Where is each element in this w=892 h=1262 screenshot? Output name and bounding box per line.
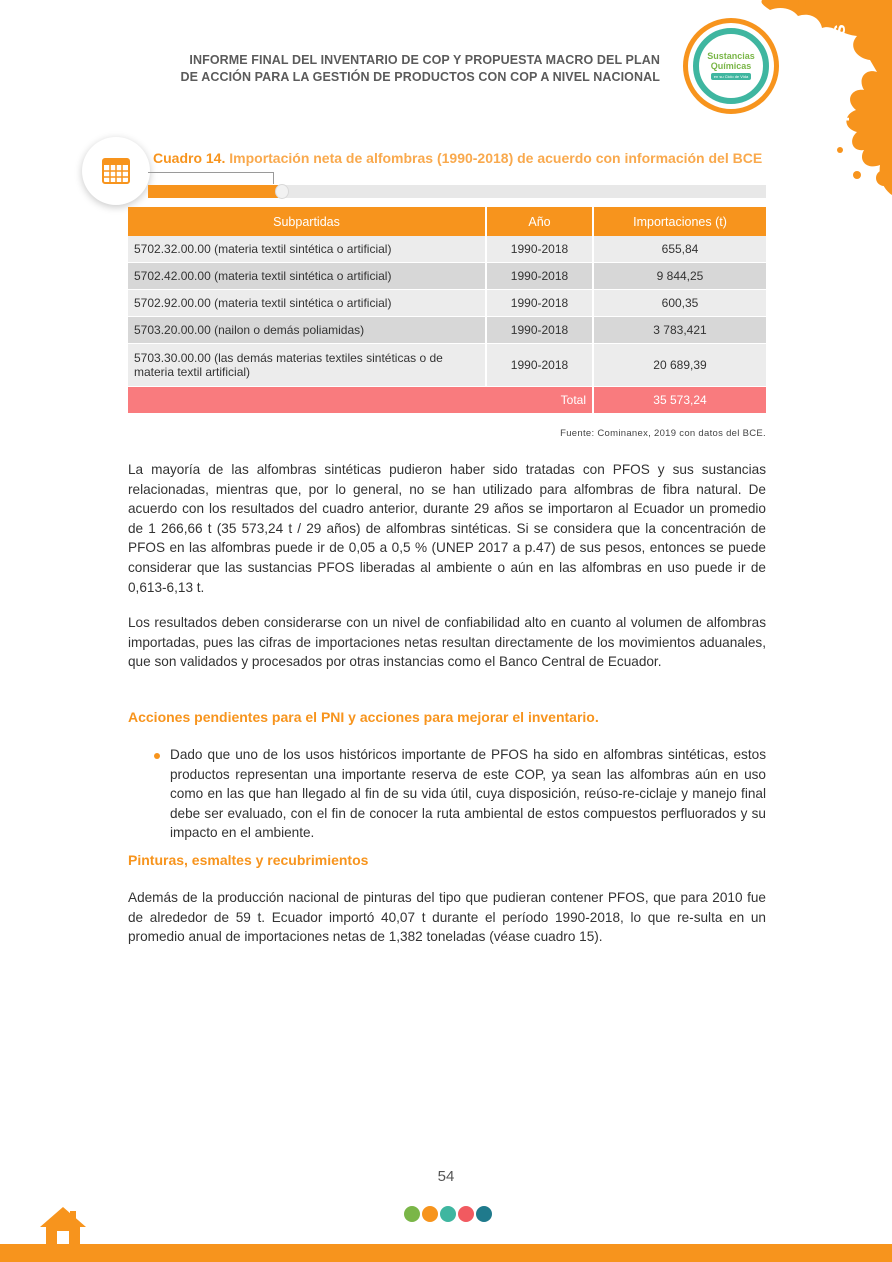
table-cell: 1990-2018 bbox=[486, 236, 593, 263]
table-source-note: Fuente: Cominanex, 2019 con datos del BCE. bbox=[560, 428, 766, 439]
table-row bbox=[128, 236, 766, 263]
table-cell: 5703.20.00.00 (nailon o demás poliamidas) bbox=[128, 317, 486, 344]
caption-bar-knob bbox=[275, 184, 289, 199]
header-line: DE ACCIÓN PARA LA GESTIÓN DE PRODUCTOS CON COP A NIVEL NACIONAL bbox=[180, 70, 660, 84]
table-icon-badge bbox=[82, 137, 150, 205]
page-number: 54 bbox=[437, 1168, 455, 1185]
logo-text: en su Ciclo de Vida bbox=[711, 73, 751, 80]
table-cell: 600,35 bbox=[593, 290, 766, 317]
imports-table bbox=[128, 207, 766, 414]
table-cell: 1990-2018 bbox=[486, 317, 593, 344]
table-cell: 5702.32.00.00 (materia textil sintética o artificial) bbox=[128, 236, 486, 263]
table-cell: 1990-2018 bbox=[486, 263, 593, 290]
table-cell: 1990-2018 bbox=[486, 344, 593, 387]
color-dot bbox=[404, 1206, 420, 1222]
table-total-row bbox=[128, 387, 766, 414]
table-cell: 1990-2018 bbox=[486, 290, 593, 317]
table-cell: 655,84 bbox=[593, 236, 766, 263]
section-side-label bbox=[808, 18, 868, 128]
logo-ring bbox=[693, 28, 769, 104]
side-label-line: COP en bbox=[807, 37, 829, 109]
header-line: INFORME FINAL DEL INVENTARIO DE COP Y PROPUESTA MACRO DEL PLAN bbox=[189, 53, 660, 67]
color-dots bbox=[404, 1206, 492, 1222]
body-paragraph: La mayoría de las alfombras sintéticas pudieron haber sido tratadas con PFOS y sus sustancias relacionadas, mientras que, por lo general, no se han utilizado para alfombras de fibra natural. De acuerdo con los resultados del cuadro anterior, durante 29 años se importaron al Ecuador un promedio de 1 266,66 t (35 573,24 t / 29 años) de alfombras sintéticas. Si se considera que la concentración de PFOS en las alfombras puede ir de 0,05 a 0,5 % (UNEP 2017 a p.47) de sus pesos, entonces se puede considerar que las sustancias PFOS liberadas al ambiente o aún en las alfombras en uso puede ir de 0,613-6,13 t. bbox=[128, 462, 766, 595]
table-cell: 5703.30.00.00 (las demás materias textiles sintéticas o de materia textil artificial) bbox=[128, 344, 486, 387]
table-caption-label: Cuadro 14. bbox=[153, 150, 226, 166]
logo-text: Químicas bbox=[710, 61, 752, 71]
color-dot bbox=[440, 1206, 456, 1222]
total-value: 35 573,24 bbox=[593, 387, 766, 414]
column-header: Importaciones (t) bbox=[593, 207, 766, 236]
table-row bbox=[128, 263, 766, 290]
logo-text: Sustancias bbox=[707, 51, 755, 61]
table-row bbox=[128, 317, 766, 344]
table-caption bbox=[153, 150, 768, 166]
report-header-title bbox=[160, 52, 660, 86]
table-cell: 3 783,421 bbox=[593, 317, 766, 344]
table-row bbox=[128, 344, 766, 387]
body-paragraph: Además de la producción nacional de pinturas del tipo que pudieran contener PFOS, que para 2010 fue de alrededor de 59 t. Ecuador importó 40,07 t durante el período 1990-2018, lo que re-sulta en un promedio anual de importaciones netas de 1,382 toneladas (véase cuadro 15). bbox=[128, 890, 766, 945]
table-caption-title: Importación neta de alfombras (1990-2018) de acuerdo con información del BCE bbox=[225, 150, 763, 166]
side-label-line: productos bbox=[828, 24, 850, 122]
column-header: Subpartidas bbox=[128, 207, 486, 236]
sustancias-quimicas-logo bbox=[683, 18, 779, 114]
section-subheading: Pinturas, esmaltes y recubrimientos bbox=[128, 852, 369, 868]
table-row bbox=[128, 290, 766, 317]
table-icon bbox=[101, 156, 131, 186]
table-header-row bbox=[128, 207, 766, 236]
table-cell: 5702.92.00.00 (materia textil sintética o artificial) bbox=[128, 290, 486, 317]
home-icon[interactable] bbox=[38, 1205, 88, 1245]
caption-connector-line bbox=[148, 172, 274, 184]
section-subheading: Acciones pendientes para el PNI y acciones para mejorar el inventario. bbox=[128, 709, 599, 725]
column-header: Año bbox=[486, 207, 593, 236]
color-dot bbox=[458, 1206, 474, 1222]
color-dot bbox=[422, 1206, 438, 1222]
body-paragraph: Los resultados deben considerarse con un nivel de confiabilidad alto en cuanto al volumen de alfombras importadas, pues las cifras de importaciones netas resultan directamente de los movimientos aduanales, que son validados y procesados por otras instancias como el Banco Central de Ecuador. bbox=[128, 615, 766, 670]
footer-bar bbox=[0, 1244, 892, 1262]
table-cell: 5702.42.00.00 (materia textil sintética o artificial) bbox=[128, 263, 486, 290]
total-label: Total bbox=[128, 387, 593, 414]
table-cell: 20 689,39 bbox=[593, 344, 766, 387]
color-dot bbox=[476, 1206, 492, 1222]
bullet-item: Dado que uno de los usos históricos importante de PFOS ha sido en alfombras sintéticas, estos productos representan una importante reserva de este COP, ya sean las alfombras aún en uso como en las que han llegado al fin de su vida útil, cuya disposición, reúso-re-ciclaje y manejo final debe ser evaluado, con el fin de conocer la ruta ambiental de estos compuestos perfluorados y su impacto en el ambiente. bbox=[152, 745, 766, 843]
caption-bar-fill bbox=[148, 185, 278, 198]
table-cell: 9 844,25 bbox=[593, 263, 766, 290]
